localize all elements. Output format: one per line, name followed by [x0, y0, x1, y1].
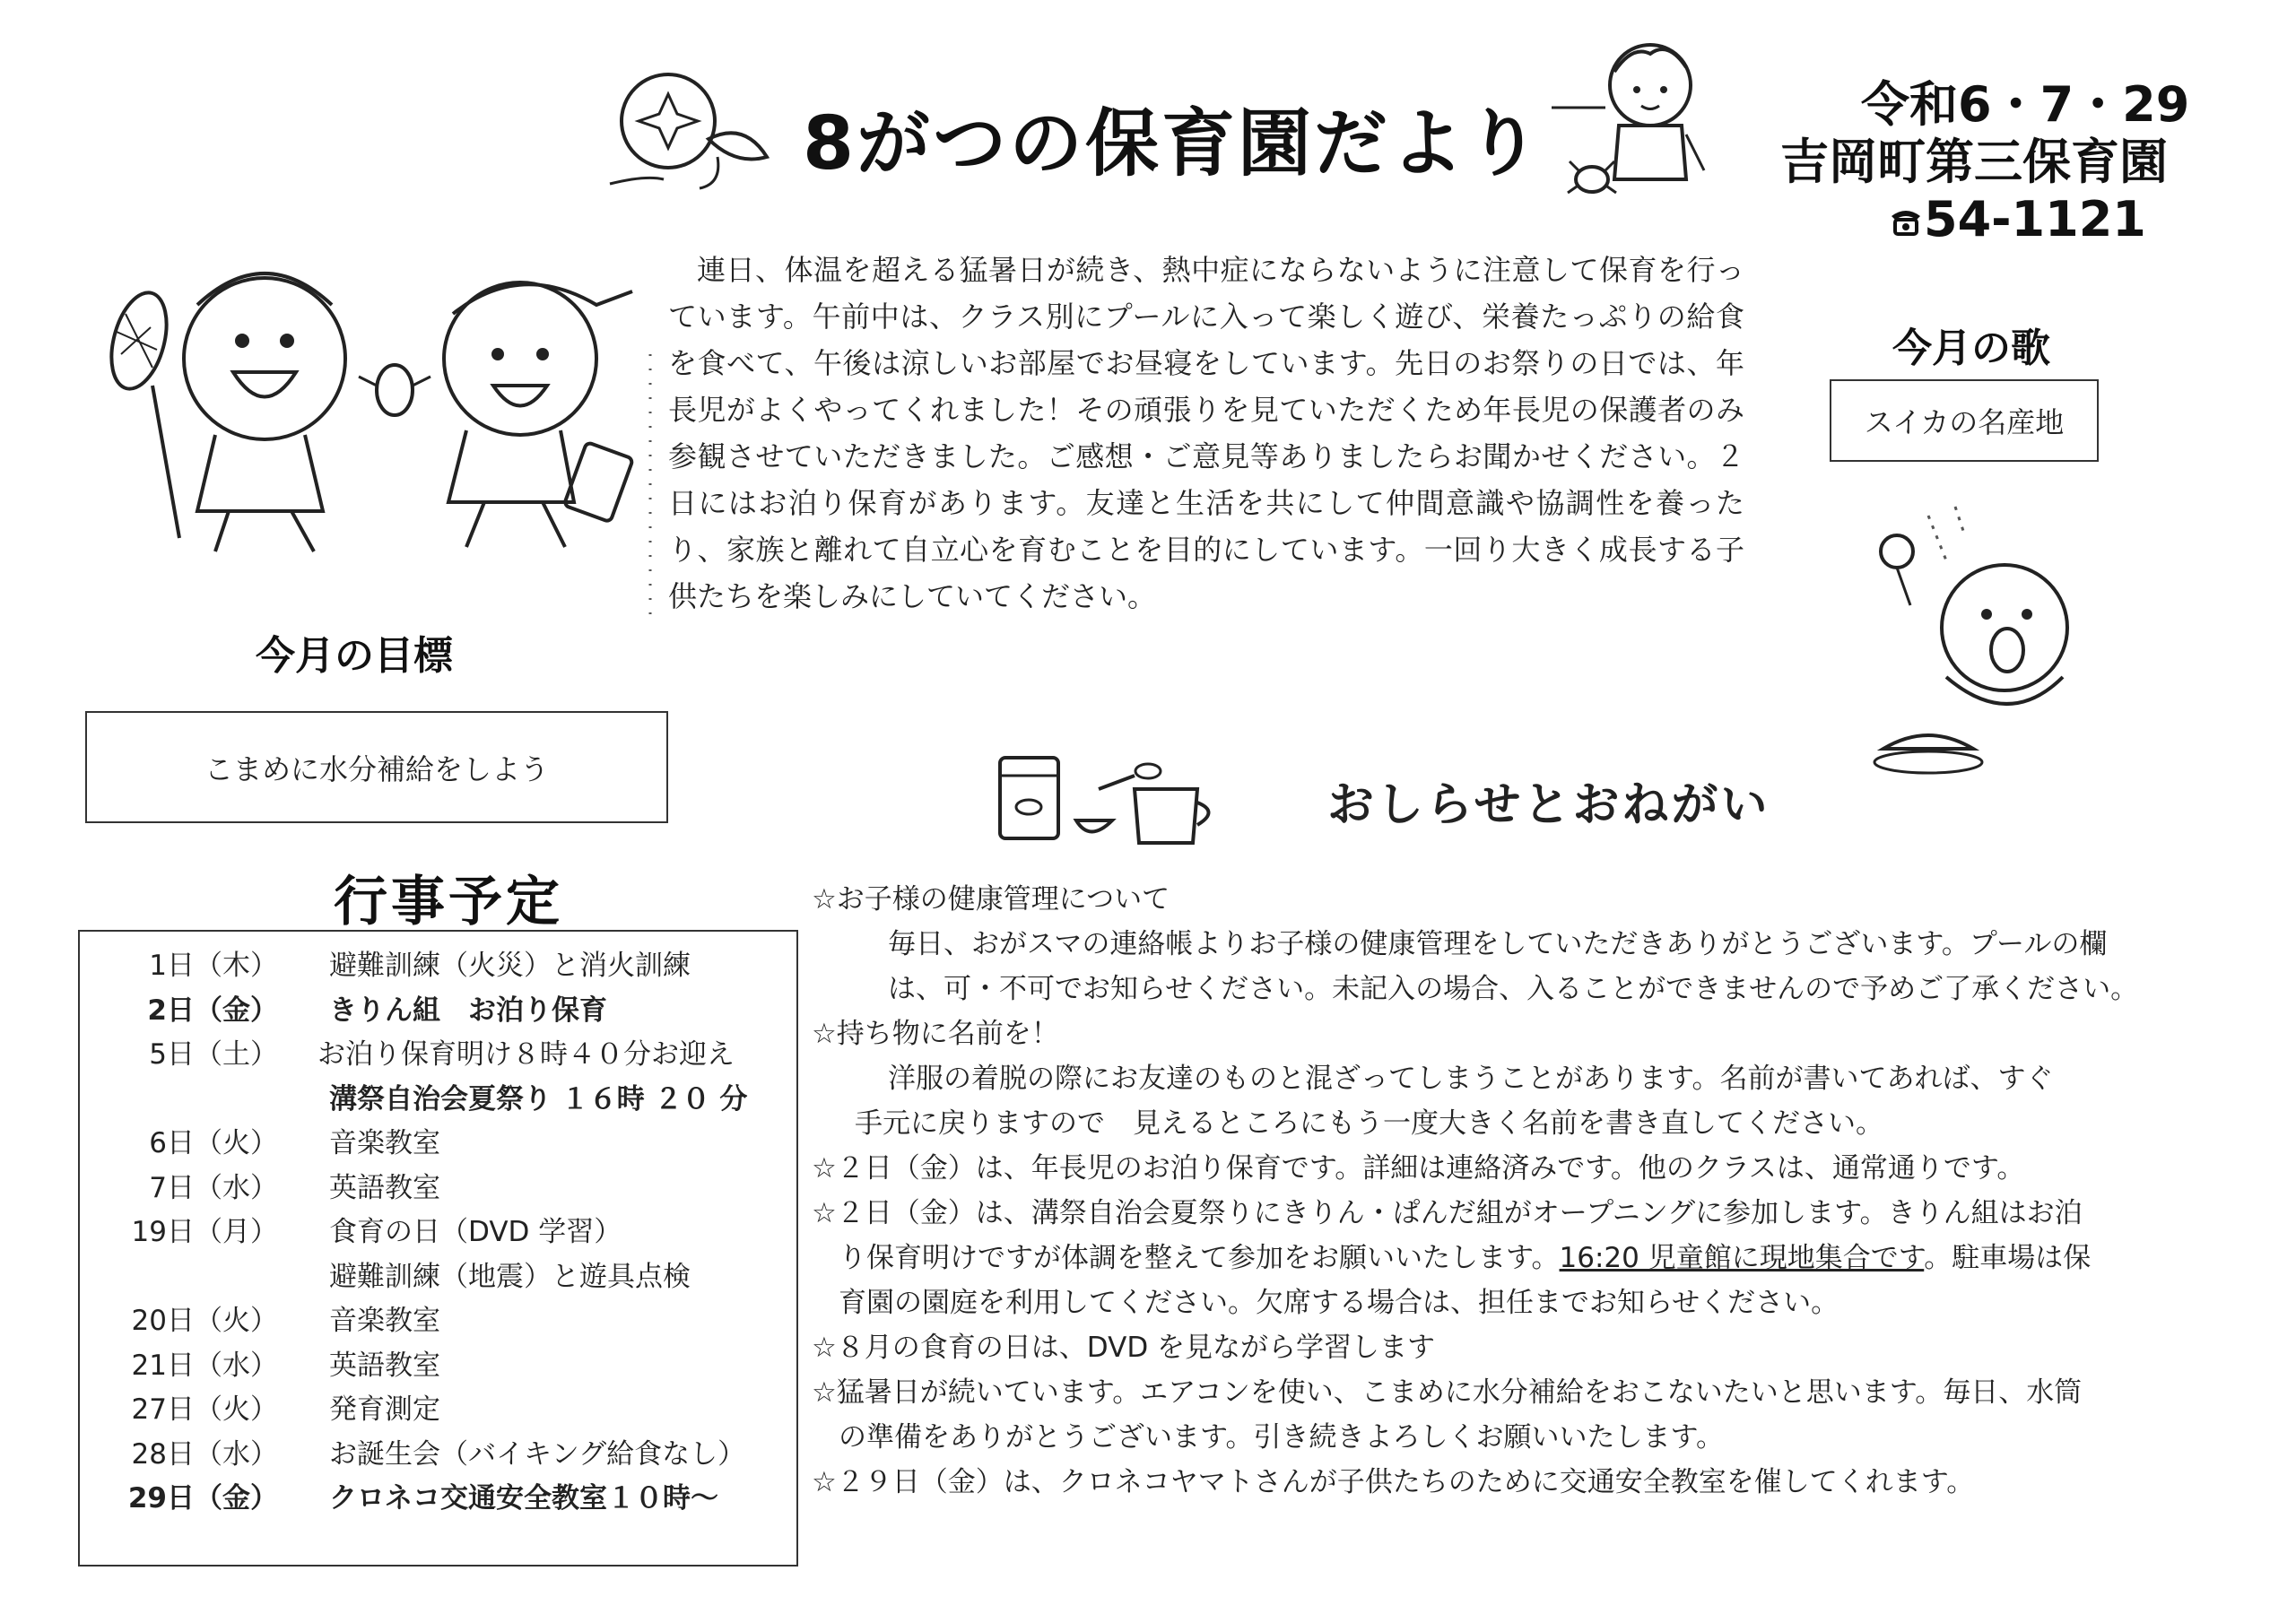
notice-heat-line: ☆猛暑日が続いています。エアコンを使い、こまめに水分補給をおこないたいと思います。毎日、水筒: [812, 1376, 2083, 1409]
event-date: 2日（金）: [147, 994, 278, 1027]
notice-traffic-safety: ☆２９日（金）は、クロネコヤマトさんが子供たちのために交通安全教室を催してくれます。: [812, 1466, 1975, 1498]
kitchen-utensils-icon: [991, 735, 1224, 852]
event-date: 6日（火）: [149, 1127, 278, 1159]
event-date: 5日（土）: [149, 1038, 278, 1071]
event-text: 英語教室: [329, 1171, 440, 1204]
event-text: 音楽教室: [329, 1305, 440, 1337]
telephone-icon: [1888, 204, 1924, 239]
goal-text: こまめに水分補給をしよう: [204, 751, 549, 786]
notice-festival-text: 。駐車場は保: [1924, 1242, 2092, 1274]
child-eating-watermelon-illustration: [1874, 507, 2099, 776]
event-text: お泊り保育明け８時４０分お迎え: [317, 1038, 735, 1071]
notice-festival-line: 育園の園庭を利用してください。欠席する場合は、担任までお知らせください。: [839, 1287, 1839, 1319]
intro-paragraph: 連日、体温を超える猛暑日が続き、熱中症にならないように注意して保育を行っています。午前中は、クラス別にプールに入って楽しく遊び、栄養たっぷりの給食を食べて、午後は涼しいお部屋でお昼寝をしています。先日のお祭りの日では、年長児がよくやってくれました！その頑張りを見ていただくため年長児の保護者のみ参観させていただきました。ご感想・ご意見等ありましたらお聞かせください。２日にはお泊り保育があります。友達と生活を共にして仲間意識や協調性を養ったり、家族と離れて自立心を育むことを目的にしています。一回り大きく成長する子供たちを楽しみにしていてください。: [668, 253, 1744, 613]
event-row: [80, 987, 796, 1032]
notice-overnight: ☆２日（金）は、年長児のお泊り保育です。詳細は連絡済みです。他のクラスは、通常通りです。: [812, 1152, 2025, 1185]
event-row: [80, 1254, 796, 1298]
boy-with-beetle-icon: [1552, 36, 1731, 206]
event-row: [80, 1298, 796, 1342]
event-date: 21日（水）: [131, 1349, 278, 1382]
event-text: 避難訓練（地震）と遊具点検: [329, 1260, 691, 1293]
meeting-point: 16:20 児童館に現地集合です: [1559, 1242, 1925, 1274]
goal-heading: 今月の目標: [256, 633, 453, 679]
event-row: [80, 1386, 796, 1431]
song-title: スイカの名産地: [1864, 405, 2065, 439]
events-box: [78, 930, 798, 1567]
event-date: 1日（木）: [149, 950, 278, 982]
notices-list: [812, 877, 2283, 1505]
event-date: 29日（金）: [127, 1482, 278, 1515]
notice-names-line: 手元に戻りますので 見えるところにもう一度大きく名前を書き直してください。: [855, 1107, 1883, 1140]
event-text: クロネコ交通安全教室１０時～: [329, 1482, 718, 1515]
notices-heading: おしらせとおねがい: [1327, 778, 1770, 832]
phone-number: 54‐1121: [1924, 191, 2146, 247]
notice-health-title: ☆お子様の健康管理について: [812, 883, 1170, 916]
event-date: 19日（月）: [131, 1216, 278, 1248]
event-row: [80, 1475, 796, 1520]
events-heading: 行事予定: [334, 871, 563, 933]
event-text: きりん組 お泊り保育: [329, 994, 607, 1027]
children-catching-beetle-illustration: [108, 242, 646, 565]
notice-festival-line: [812, 1236, 2283, 1280]
notice-food-education: ☆８月の食育の日は、DVD を見ながら学習します: [812, 1332, 1436, 1364]
issue-date: 令和6・7・29: [1861, 76, 2190, 133]
event-date: 20日（火）: [131, 1305, 278, 1337]
event-date: 27日（火）: [131, 1393, 278, 1426]
song-heading: 今月の歌: [1892, 325, 2050, 371]
notice-health-line: は、可・不可でお知らせください。未記入の場合、入ることができませんので予めご了承ください。: [888, 973, 2139, 1005]
event-row: [80, 942, 796, 987]
event-text: 音楽教室: [329, 1127, 440, 1159]
event-text: 溝祭自治会夏祭り １６時 ２０ 分: [329, 1082, 748, 1115]
organization-name: 吉岡町第三保育園: [1780, 134, 2168, 190]
event-date: 7日（水）: [149, 1171, 278, 1204]
event-row: [80, 1031, 796, 1076]
event-text: 英語教室: [329, 1349, 440, 1382]
phone-row: [1780, 191, 2189, 248]
event-text: お誕生会（バイキング給食なし）: [329, 1437, 746, 1471]
notice-heat-line: の準備をありがとうございます。引き続きよろしくお願いいたします。: [839, 1421, 1725, 1454]
header-meta: [1780, 76, 2189, 248]
notice-festival-line: ☆２日（金）は、溝祭自治会夏祭りにきりん・ぱんだ組がオープニングに参加します。きりん組はお泊: [812, 1197, 2083, 1229]
event-row: [80, 1120, 796, 1165]
goal-box: [85, 711, 668, 823]
event-text: 食育の日（DVD 学習）: [329, 1216, 622, 1248]
notice-names-line: 洋服の着脱の際にお友達のものと混ざってしまうことがあります。名前が書いてあれば、すぐ: [888, 1063, 2054, 1095]
page-title: 8がつの保育園だより: [803, 101, 1544, 187]
notice-health-line: 毎日、おがスマの連絡帳よりお子様の健康管理をしていただきありがとうございます。プールの欄: [888, 928, 2108, 960]
event-row: [80, 1342, 796, 1387]
morning-glory-icon: [610, 58, 789, 193]
event-row: [80, 1076, 796, 1121]
event-text: 発育測定: [329, 1393, 440, 1426]
event-text: 避難訓練（火災）と消火訓練: [329, 950, 691, 982]
event-row: [80, 1165, 796, 1210]
notice-names-title: ☆持ち物に名前を！: [812, 1018, 1059, 1050]
dotted-divider: [646, 354, 655, 623]
notice-festival-text: り保育明けですが体調を整えて参加をお願いいたします。: [839, 1242, 1560, 1274]
song-box: [1830, 379, 2099, 462]
event-row: [80, 1209, 796, 1254]
event-date: 28日（水）: [131, 1437, 278, 1471]
event-row: [80, 1431, 796, 1476]
